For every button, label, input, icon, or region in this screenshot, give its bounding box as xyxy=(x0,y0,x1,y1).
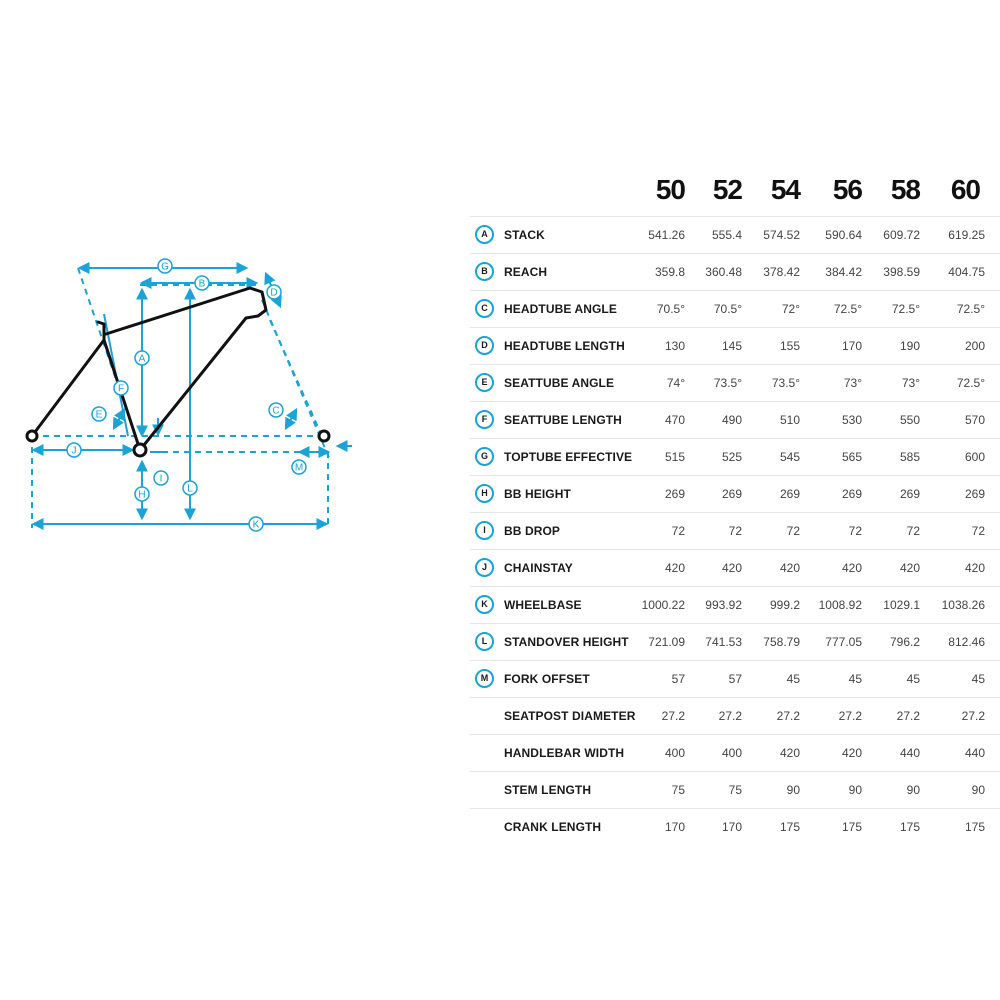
table-row xyxy=(470,586,1000,623)
row-value: 27.2 xyxy=(718,709,742,723)
row-label: SEATPOST DIAMETER xyxy=(504,709,636,723)
row-value: 420 xyxy=(899,561,920,575)
row-value: 70.5° xyxy=(713,302,742,316)
table-row xyxy=(470,512,1000,549)
row-value: 190 xyxy=(899,339,920,353)
bottom-bracket xyxy=(134,444,146,456)
row-value: 545 xyxy=(779,450,800,464)
table-row xyxy=(470,808,1000,845)
row-value: 73.5° xyxy=(713,376,742,390)
row-value: 27.2 xyxy=(961,709,985,723)
row-value: 398.59 xyxy=(883,265,920,279)
row-value: 269 xyxy=(664,487,685,501)
row-value: 420 xyxy=(779,561,800,575)
row-value: 470 xyxy=(664,413,685,427)
row-value: 72 xyxy=(671,524,685,538)
row-value: 565 xyxy=(841,450,862,464)
row-label: HEADTUBE LENGTH xyxy=(504,339,625,353)
row-label: BB HEIGHT xyxy=(504,487,571,501)
size-54: 54 xyxy=(770,174,800,205)
row-value: 384.42 xyxy=(825,265,862,279)
row-value: 75 xyxy=(728,783,742,797)
row-value: 175 xyxy=(841,820,862,834)
marker-m: M xyxy=(294,462,304,474)
row-value: 72° xyxy=(781,302,800,316)
row-value: 1029.1 xyxy=(883,598,920,612)
row-value: 269 xyxy=(899,487,920,501)
marker-i: I xyxy=(159,473,163,485)
row-value: 57 xyxy=(728,672,742,686)
size-60: 60 xyxy=(950,174,980,205)
table-row xyxy=(470,475,1000,512)
row-value: 360.48 xyxy=(705,265,742,279)
bike-frame xyxy=(32,288,266,450)
geometry-rows xyxy=(470,216,1000,845)
row-value: 609.72 xyxy=(883,228,920,242)
frame-geometry-diagram xyxy=(0,0,470,1000)
marker-b: B xyxy=(198,278,206,290)
row-badge: C xyxy=(475,299,494,318)
row-value: 27.2 xyxy=(896,709,920,723)
row-value: 999.2 xyxy=(769,598,800,612)
table-row xyxy=(470,660,1000,697)
row-value: 175 xyxy=(964,820,985,834)
row-value: 72.5° xyxy=(956,376,985,390)
row-label: FORK OFFSET xyxy=(504,672,590,686)
row-value: 570 xyxy=(964,413,985,427)
row-badge: G xyxy=(475,447,494,466)
row-value: 200 xyxy=(964,339,985,353)
row-value: 75 xyxy=(671,783,685,797)
row-value: 45 xyxy=(786,672,800,686)
table-row xyxy=(470,697,1000,734)
row-value: 90 xyxy=(971,783,985,797)
row-value: 574.52 xyxy=(763,228,800,242)
row-value: 777.05 xyxy=(825,635,862,649)
row-value: 420 xyxy=(664,561,685,575)
marker-d: D xyxy=(270,287,278,299)
row-label: HEADTUBE ANGLE xyxy=(504,302,617,316)
row-value: 269 xyxy=(841,487,862,501)
row-badge: M xyxy=(475,669,494,688)
row-value: 175 xyxy=(899,820,920,834)
table-row xyxy=(470,438,1000,475)
size-header-row xyxy=(470,160,1000,216)
row-value: 72 xyxy=(971,524,985,538)
row-value: 812.46 xyxy=(948,635,985,649)
row-value: 1038.26 xyxy=(941,598,985,612)
marker-l: L xyxy=(187,483,193,495)
row-value: 57 xyxy=(671,672,685,686)
row-value: 359.8 xyxy=(654,265,685,279)
row-value: 420 xyxy=(779,746,800,760)
row-value: 27.2 xyxy=(661,709,685,723)
table-row xyxy=(470,623,1000,660)
row-value: 269 xyxy=(964,487,985,501)
table-row xyxy=(470,364,1000,401)
row-value: 796.2 xyxy=(889,635,920,649)
row-badge: A xyxy=(475,225,494,244)
row-value: 170 xyxy=(721,820,742,834)
row-value: 420 xyxy=(721,561,742,575)
row-value: 378.42 xyxy=(763,265,800,279)
row-value: 420 xyxy=(841,746,862,760)
dimension-marker-letters xyxy=(72,262,304,531)
row-value: 590.64 xyxy=(825,228,862,242)
table-row xyxy=(470,771,1000,808)
row-value: 170 xyxy=(841,339,862,353)
size-56: 56 xyxy=(832,174,862,205)
row-value: 72 xyxy=(848,524,862,538)
row-value: 269 xyxy=(721,487,742,501)
row-value: 1000.22 xyxy=(641,598,685,612)
row-value: 585 xyxy=(899,450,920,464)
table-row xyxy=(470,253,1000,290)
table-row xyxy=(470,290,1000,327)
row-value: 400 xyxy=(664,746,685,760)
row-value: 73° xyxy=(843,376,862,390)
row-badge: K xyxy=(475,595,494,614)
rear-axle xyxy=(27,431,37,441)
row-value: 45 xyxy=(906,672,920,686)
marker-c: C xyxy=(272,405,280,417)
row-value: 130 xyxy=(664,339,685,353)
row-label: WHEELBASE xyxy=(504,598,582,612)
marker-j: J xyxy=(71,445,77,457)
table-row xyxy=(470,549,1000,586)
row-badge: B xyxy=(475,262,494,281)
row-value: 600 xyxy=(964,450,985,464)
row-value: 90 xyxy=(848,783,862,797)
row-badge: I xyxy=(475,521,494,540)
row-label: CRANK LENGTH xyxy=(504,820,602,834)
row-label: STACK xyxy=(504,228,545,242)
front-axle xyxy=(319,431,329,441)
row-value: 175 xyxy=(779,820,800,834)
row-value: 741.53 xyxy=(705,635,742,649)
size-52: 52 xyxy=(712,174,742,205)
row-value: 90 xyxy=(786,783,800,797)
marker-a: A xyxy=(138,353,146,365)
row-label: SEATTUBE LENGTH xyxy=(504,413,622,427)
row-value: 541.26 xyxy=(648,228,685,242)
row-value: 510 xyxy=(779,413,800,427)
row-value: 72 xyxy=(728,524,742,538)
row-badge: L xyxy=(475,632,494,651)
row-value: 155 xyxy=(779,339,800,353)
row-label: SEATTUBE ANGLE xyxy=(504,376,615,390)
row-value: 400 xyxy=(721,746,742,760)
table-row xyxy=(470,401,1000,438)
row-value: 420 xyxy=(964,561,985,575)
marker-e: E xyxy=(95,409,103,421)
row-badge: H xyxy=(475,484,494,503)
row-value: 170 xyxy=(664,820,685,834)
row-value: 269 xyxy=(779,487,800,501)
row-value: 515 xyxy=(664,450,685,464)
row-label: STANDOVER HEIGHT xyxy=(504,635,629,649)
marker-f: F xyxy=(117,383,125,395)
row-badge: E xyxy=(475,373,494,392)
row-value: 45 xyxy=(971,672,985,686)
row-value: 993.92 xyxy=(705,598,742,612)
row-value: 72 xyxy=(786,524,800,538)
row-value: 1008.92 xyxy=(818,598,862,612)
row-value: 145 xyxy=(721,339,742,353)
row-badge: D xyxy=(475,336,494,355)
row-value: 420 xyxy=(841,561,862,575)
row-value: 90 xyxy=(906,783,920,797)
marker-g: G xyxy=(161,261,169,273)
row-badge: J xyxy=(475,558,494,577)
row-value: 490 xyxy=(721,413,742,427)
row-value: 525 xyxy=(721,450,742,464)
row-value: 27.2 xyxy=(838,709,862,723)
row-value: 72.5° xyxy=(833,302,862,316)
size-50: 50 xyxy=(655,174,685,205)
table-row xyxy=(470,734,1000,771)
row-label: STEM LENGTH xyxy=(504,783,592,797)
row-value: 440 xyxy=(964,746,985,760)
row-label: BB DROP xyxy=(504,524,561,538)
row-value: 70.5° xyxy=(656,302,685,316)
marker-h: H xyxy=(138,489,146,501)
marker-k: K xyxy=(252,519,260,531)
row-value: 73° xyxy=(901,376,920,390)
row-value: 555.4 xyxy=(711,228,742,242)
row-value: 74° xyxy=(666,376,685,390)
row-value: 440 xyxy=(899,746,920,760)
row-value: 72.5° xyxy=(956,302,985,316)
row-value: 27.2 xyxy=(776,709,800,723)
table-row xyxy=(470,216,1000,253)
row-value: 721.09 xyxy=(648,635,685,649)
row-value: 73.5° xyxy=(771,376,800,390)
row-badge: F xyxy=(475,410,494,429)
row-value: 72 xyxy=(906,524,920,538)
row-value: 619.25 xyxy=(948,228,985,242)
row-value: 404.75 xyxy=(948,265,985,279)
size-58: 58 xyxy=(890,174,920,205)
row-label: CHAINSTAY xyxy=(504,561,573,575)
row-label: TOPTUBE EFFECTIVE xyxy=(504,450,633,464)
row-value: 550 xyxy=(899,413,920,427)
row-value: 45 xyxy=(848,672,862,686)
row-label: HANDLEBAR WIDTH xyxy=(504,746,625,760)
row-value: 530 xyxy=(841,413,862,427)
row-value: 758.79 xyxy=(763,635,800,649)
table-row xyxy=(470,327,1000,364)
row-label: REACH xyxy=(504,265,548,279)
geometry-table xyxy=(470,160,1000,845)
row-value: 72.5° xyxy=(891,302,920,316)
